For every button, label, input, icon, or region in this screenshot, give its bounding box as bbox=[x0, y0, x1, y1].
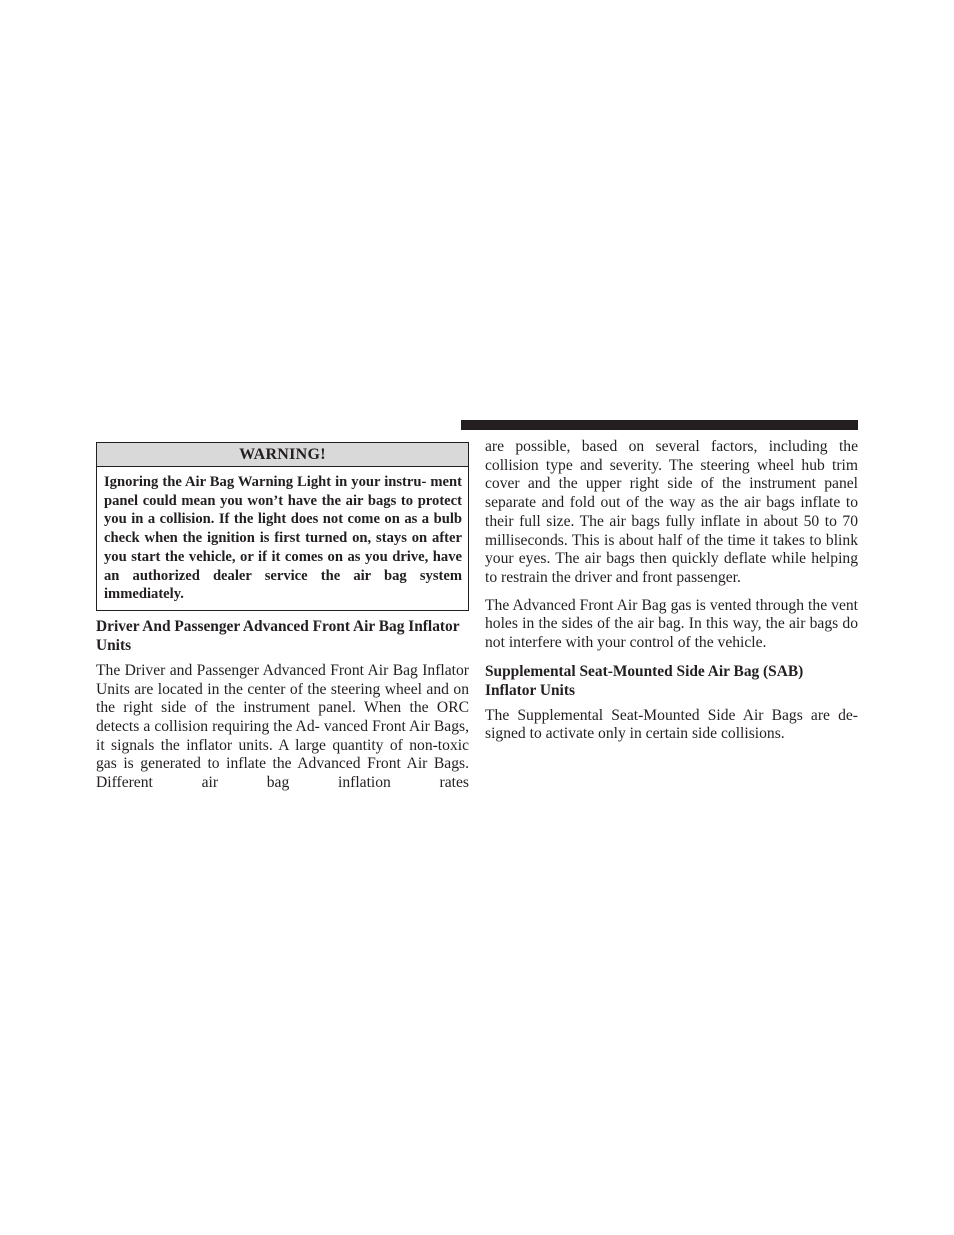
warning-text: Ignoring the Air Bag Warning Light in your instru- ment panel could mean you won’t have the air bags to protect you in a collision. If the light does not come on as a bulb check when the ignition is first turned on, stays on after you start the vehicle, or if it comes on as you drive, have an authorized dealer service the air bag system immediately. bbox=[104, 474, 462, 603]
body-paragraph: The Supplemental Seat-Mounted Side Air Bags are de- signed to activate only in certain side collisions. bbox=[485, 706, 858, 743]
warning-box bbox=[96, 442, 469, 611]
body-paragraph: The Driver and Passenger Advanced Front Air Bag Inflator Units are located in the center of the steering wheel and on the right side of the instrument panel. When the ORC detects a collision requiring the Ad- vanced Front Air Bags, it signals the inflator units. A large quantity of non-toxic gas is generated to inflate the Advanced Front Air Bags. Different air bag inflation rates bbox=[96, 661, 469, 792]
section-heading-front-air-bag-inflator: Driver And Passenger Advanced Front Air Bag Inflator Units bbox=[96, 617, 460, 654]
section-header-bar bbox=[461, 420, 858, 430]
right-column bbox=[485, 438, 858, 753]
body-paragraph: are possible, based on several factors, including the collision type and severity. The steering wheel hub trim cover and the upper right side of the instrument panel separate and fold out of the way as the air bags inflate to their full size. The air bags fully inflate in about 50 to 70 milliseconds. This is about half of the time it takes to blink your eyes. The air bags then quickly deflate while helping to restrain the driver and front passenger. bbox=[485, 438, 858, 586]
warning-title: WARNING! bbox=[97, 443, 468, 467]
body-paragraph: The Advanced Front Air Bag gas is vented through the vent holes in the sides of the air bag. In this way, the air bags do not interfere with your control of the vehicle. bbox=[485, 596, 858, 652]
section-heading-side-air-bag-inflator: Supplemental Seat-Mounted Side Air Bag (SAB) Inflator Units bbox=[485, 662, 804, 699]
left-column bbox=[96, 442, 469, 802]
